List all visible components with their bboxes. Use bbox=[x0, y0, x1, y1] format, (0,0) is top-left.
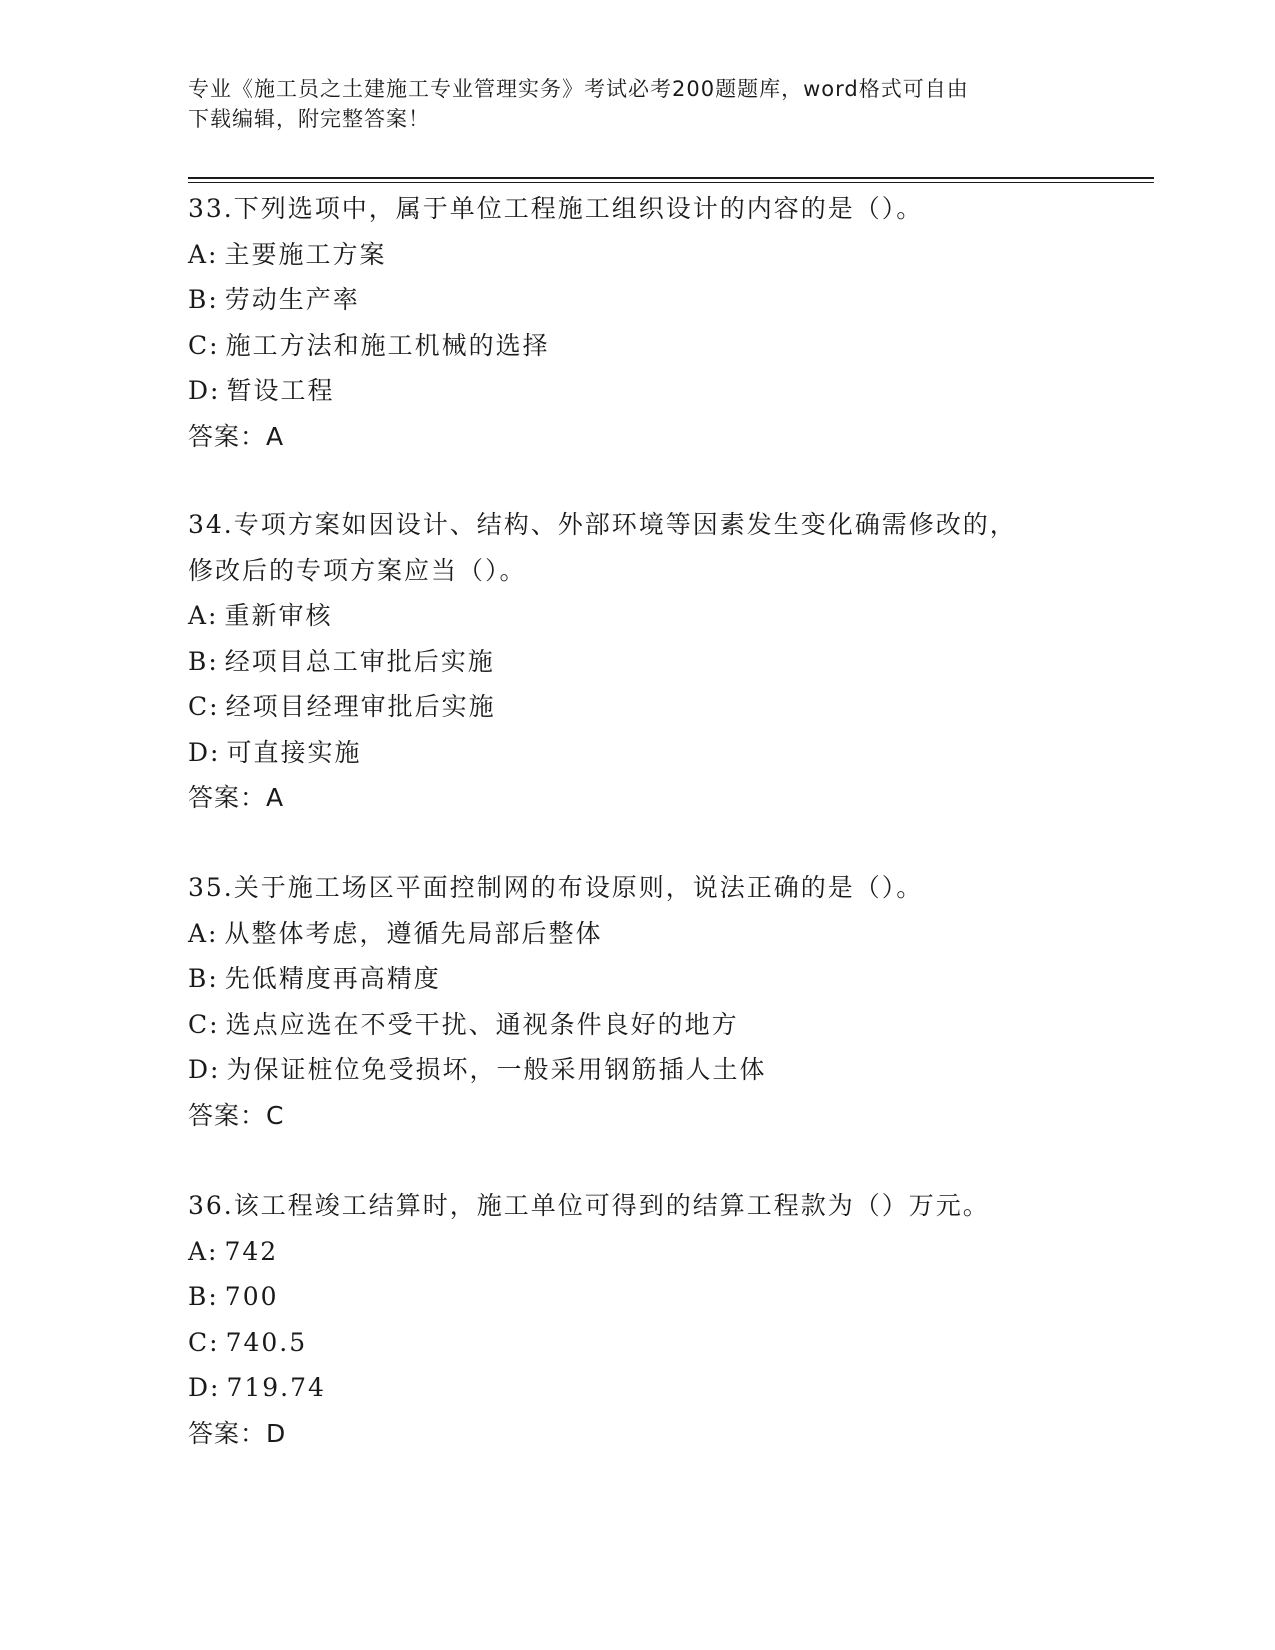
question-33 bbox=[188, 186, 1088, 459]
option-letter: B: bbox=[188, 285, 219, 314]
option-letter: D: bbox=[188, 1055, 221, 1084]
option-a bbox=[188, 911, 1088, 957]
option-b bbox=[188, 1274, 1088, 1320]
document-header bbox=[188, 74, 1068, 134]
option-b bbox=[188, 639, 1088, 685]
option-letter: A: bbox=[188, 601, 219, 630]
answer-label: 答案： bbox=[188, 1418, 267, 1448]
option-text: 暂设工程 bbox=[226, 376, 335, 405]
option-text: 重新审核 bbox=[224, 601, 333, 630]
option-c bbox=[188, 1320, 1088, 1366]
answer-label: 答案： bbox=[188, 421, 267, 451]
question-36 bbox=[188, 1183, 1088, 1456]
answer-value: A bbox=[266, 783, 285, 812]
option-c bbox=[188, 323, 1088, 369]
option-text: 施工方法和施工机械的选择 bbox=[225, 330, 550, 360]
header-divider-thin bbox=[188, 182, 1154, 183]
option-d bbox=[188, 1047, 1088, 1093]
option-d bbox=[188, 368, 1088, 414]
option-text: 可直接实施 bbox=[226, 737, 362, 767]
option-letter: C: bbox=[188, 330, 220, 360]
header-line-1: 专业《施工员之土建施工专业管理实务》考试必考200题题库，word格式可自由 bbox=[188, 77, 969, 101]
answer-label: 答案： bbox=[188, 1100, 267, 1130]
answer-line bbox=[188, 414, 1088, 460]
question-stem: 36.该工程竣工结算时，施工单位可得到的结算工程款为（）万元。 bbox=[188, 1191, 990, 1220]
option-text: 从整体考虑，遵循先局部后整体 bbox=[224, 918, 603, 948]
option-letter: B: bbox=[188, 1282, 219, 1311]
answer-line bbox=[188, 1093, 1088, 1139]
option-letter: D: bbox=[188, 737, 221, 767]
option-c bbox=[188, 684, 1088, 730]
option-letter: A: bbox=[188, 239, 219, 269]
option-b bbox=[188, 277, 1088, 323]
option-a bbox=[188, 1229, 1088, 1275]
option-a bbox=[188, 232, 1088, 278]
option-text: 主要施工方案 bbox=[224, 239, 387, 269]
option-d bbox=[188, 1365, 1088, 1411]
option-letter: A: bbox=[188, 1236, 219, 1266]
question-stem: 35.关于施工场区平面控制网的布设原则，说法正确的是（）。 bbox=[188, 873, 924, 902]
question-stem: 34.专项方案如因设计、结构、外部环境等因素发生变化确需修改的， bbox=[188, 510, 1017, 539]
option-text: 先低精度再高精度 bbox=[224, 964, 441, 993]
option-text: 为保证桩位免受损坏，一般采用钢筋插人土体 bbox=[226, 1055, 767, 1084]
option-letter: B: bbox=[188, 646, 219, 676]
option-text: 经项目总工审批后实施 bbox=[224, 646, 495, 676]
option-d bbox=[188, 730, 1088, 776]
answer-label: 答案： bbox=[188, 783, 267, 812]
option-text: 选点应选在不受干扰、通视条件良好的地方 bbox=[225, 1009, 739, 1039]
option-letter: D: bbox=[188, 1373, 221, 1402]
option-text: 经项目经理审批后实施 bbox=[225, 692, 496, 721]
option-letter: B: bbox=[188, 964, 219, 993]
answer-line bbox=[188, 775, 1088, 821]
header-line-2: 下载编辑，附完整答案！ bbox=[188, 107, 430, 131]
option-letter: A: bbox=[188, 918, 219, 948]
option-text: 700 bbox=[224, 1282, 279, 1311]
header-divider-thick bbox=[188, 177, 1154, 179]
option-text: 740.5 bbox=[225, 1327, 308, 1357]
question-35 bbox=[188, 865, 1088, 1138]
option-text: 719.74 bbox=[226, 1373, 326, 1402]
option-letter: D: bbox=[188, 376, 221, 405]
question-34 bbox=[188, 502, 1088, 821]
option-letter: C: bbox=[188, 1009, 220, 1039]
option-a bbox=[188, 593, 1088, 639]
answer-line bbox=[188, 1411, 1088, 1457]
question-stem: 33.下列选项中，属于单位工程施工组织设计的内容的是（）。 bbox=[188, 194, 924, 223]
option-text: 742 bbox=[224, 1236, 279, 1266]
option-letter: C: bbox=[188, 692, 220, 721]
answer-value: D bbox=[266, 1418, 287, 1448]
answer-value: A bbox=[266, 421, 285, 451]
option-b bbox=[188, 956, 1088, 1002]
option-text: 劳动生产率 bbox=[224, 285, 360, 314]
option-letter: C: bbox=[188, 1327, 220, 1357]
question-stem-continued: 修改后的专项方案应当（）。 bbox=[188, 555, 527, 585]
answer-value: C bbox=[266, 1100, 285, 1130]
option-c bbox=[188, 1002, 1088, 1048]
